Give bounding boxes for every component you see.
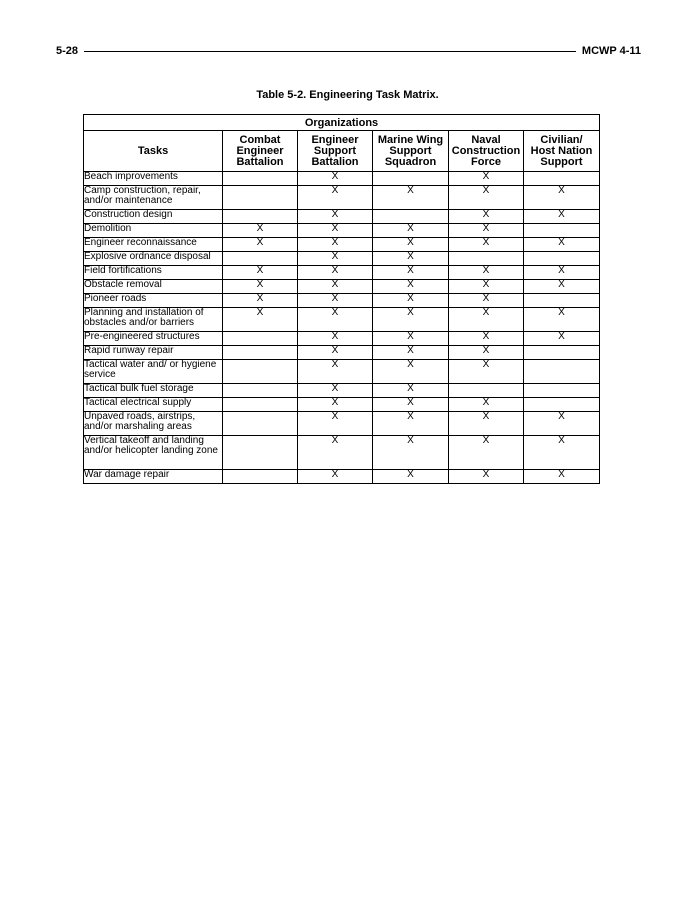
mark-cell: X <box>223 294 298 308</box>
mark-cell <box>223 470 298 484</box>
task-cell: Engineer reconnaissance <box>84 238 223 252</box>
table-row <box>84 346 600 360</box>
mark-cell: X <box>373 470 449 484</box>
mark-cell: X <box>449 210 524 224</box>
mark-cell: X <box>373 398 449 412</box>
mark-cell: X <box>449 332 524 346</box>
mark-cell: X <box>373 238 449 252</box>
mark-cell: X <box>373 412 449 436</box>
mark-cell: X <box>223 280 298 294</box>
table-row <box>84 280 600 294</box>
mark-cell <box>449 252 524 266</box>
table-row <box>84 172 600 186</box>
mark-cell <box>223 210 298 224</box>
header-rule <box>84 51 576 52</box>
table-row <box>84 360 600 384</box>
mark-cell <box>373 210 449 224</box>
mark-cell: X <box>373 308 449 332</box>
mark-cell: X <box>524 238 600 252</box>
mark-cell: X <box>449 172 524 186</box>
mark-cell: X <box>373 186 449 210</box>
mark-cell <box>524 398 600 412</box>
mark-cell: X <box>298 238 373 252</box>
mark-cell: X <box>298 360 373 384</box>
mark-cell: X <box>373 266 449 280</box>
task-cell: Beach improvements <box>84 172 223 186</box>
mark-cell: X <box>449 224 524 238</box>
mark-cell: X <box>298 470 373 484</box>
mark-cell: X <box>298 210 373 224</box>
table-row <box>84 266 600 280</box>
document-id: MCWP 4-11 <box>581 45 641 57</box>
mark-cell <box>524 294 600 308</box>
mark-cell <box>223 186 298 210</box>
table-row <box>84 470 600 484</box>
table-title: Table 5-2. Engineering Task Matrix. <box>256 89 439 101</box>
mark-cell: X <box>298 266 373 280</box>
mark-cell: X <box>223 238 298 252</box>
mark-cell: X <box>223 308 298 332</box>
mark-cell: X <box>449 436 524 470</box>
mark-cell <box>524 346 600 360</box>
mark-cell: X <box>373 332 449 346</box>
task-cell: Tactical bulk fuel storage <box>84 384 223 398</box>
table-row <box>84 308 600 332</box>
mark-cell <box>373 172 449 186</box>
column-header-marine-wing-support-squadron: Marine Wing Support Squadron <box>373 131 449 172</box>
mark-cell: X <box>524 436 600 470</box>
mark-cell: X <box>298 280 373 294</box>
table-row <box>84 252 600 266</box>
mark-cell: X <box>449 470 524 484</box>
mark-cell <box>449 384 524 398</box>
mark-cell <box>524 360 600 384</box>
mark-cell: X <box>298 412 373 436</box>
mark-cell: X <box>298 224 373 238</box>
task-cell: Camp construction, repair, and/or maintenance <box>84 186 223 210</box>
mark-cell: X <box>449 398 524 412</box>
mark-cell: X <box>373 346 449 360</box>
mark-cell <box>223 172 298 186</box>
mark-cell: X <box>298 398 373 412</box>
mark-cell: X <box>524 210 600 224</box>
table-row <box>84 186 600 210</box>
mark-cell <box>524 252 600 266</box>
mark-cell: X <box>449 266 524 280</box>
mark-cell <box>223 436 298 470</box>
mark-cell <box>524 224 600 238</box>
mark-cell: X <box>449 294 524 308</box>
mark-cell: X <box>524 280 600 294</box>
mark-cell: X <box>223 266 298 280</box>
table-row <box>84 436 600 470</box>
task-cell: Tactical water and/ or hygiene service <box>84 360 223 384</box>
task-cell: Explosive ordnance disposal <box>84 252 223 266</box>
task-cell: Obstacle removal <box>84 280 223 294</box>
column-header-combat-engineer-battalion: Combat Engineer Battalion <box>223 131 298 172</box>
mark-cell <box>223 252 298 266</box>
column-header-engineer-support-battalion: Engineer Support Battalion <box>298 131 373 172</box>
mark-cell: X <box>298 332 373 346</box>
mark-cell: X <box>449 346 524 360</box>
mark-cell: X <box>298 252 373 266</box>
mark-cell: X <box>449 280 524 294</box>
mark-cell: X <box>373 360 449 384</box>
task-cell: Construction design <box>84 210 223 224</box>
mark-cell: X <box>298 294 373 308</box>
mark-cell: X <box>373 436 449 470</box>
mark-cell <box>223 360 298 384</box>
mark-cell <box>223 384 298 398</box>
task-cell: Planning and installation of obstacles and/or barriers <box>84 308 223 332</box>
column-header-naval-construction-force: Naval Construction Force <box>449 131 524 172</box>
column-header-civilian-host-nation-support: Civilian/ Host Nation Support <box>524 131 600 172</box>
table-row <box>84 332 600 346</box>
task-cell: Pioneer roads <box>84 294 223 308</box>
task-cell: War damage repair <box>84 470 223 484</box>
mark-cell: X <box>373 252 449 266</box>
mark-cell <box>524 172 600 186</box>
table-row <box>84 398 600 412</box>
mark-cell: X <box>298 384 373 398</box>
mark-cell: X <box>449 412 524 436</box>
table-row <box>84 210 600 224</box>
task-cell: Field fortifications <box>84 266 223 280</box>
mark-cell: X <box>524 332 600 346</box>
task-cell: Pre-engineered structures <box>84 332 223 346</box>
mark-cell: X <box>524 470 600 484</box>
task-cell: Unpaved roads, airstrips, and/or marshaling areas <box>84 412 223 436</box>
mark-cell: X <box>449 186 524 210</box>
mark-cell: X <box>373 280 449 294</box>
mark-cell: X <box>449 360 524 384</box>
task-cell: Vertical takeoff and landing and/or helicopter landing zone <box>84 436 223 470</box>
task-cell: Demolition <box>84 224 223 238</box>
mark-cell: X <box>524 186 600 210</box>
mark-cell <box>223 412 298 436</box>
page-number: 5-28 <box>56 45 79 57</box>
mark-cell: X <box>298 172 373 186</box>
mark-cell: X <box>449 238 524 252</box>
mark-cell: X <box>298 436 373 470</box>
tasks-column-header: Tasks <box>84 131 223 172</box>
mark-cell <box>524 384 600 398</box>
page-header <box>56 44 641 58</box>
task-cell: Tactical electrical supply <box>84 398 223 412</box>
mark-cell: X <box>298 346 373 360</box>
table-row <box>84 294 600 308</box>
table-row <box>84 224 600 238</box>
table-row <box>84 384 600 398</box>
mark-cell: X <box>373 294 449 308</box>
mark-cell: X <box>223 224 298 238</box>
mark-cell: X <box>524 308 600 332</box>
mark-cell: X <box>449 308 524 332</box>
task-cell: Rapid runway repair <box>84 346 223 360</box>
mark-cell: X <box>373 224 449 238</box>
mark-cell: X <box>524 266 600 280</box>
mark-cell: X <box>298 186 373 210</box>
table-row <box>84 412 600 436</box>
engineering-task-matrix <box>83 114 600 484</box>
mark-cell: X <box>298 308 373 332</box>
mark-cell <box>223 346 298 360</box>
organizations-header: Organizations <box>84 115 600 131</box>
mark-cell <box>223 398 298 412</box>
mark-cell: X <box>373 384 449 398</box>
table-row <box>84 238 600 252</box>
mark-cell: X <box>524 412 600 436</box>
mark-cell <box>223 332 298 346</box>
